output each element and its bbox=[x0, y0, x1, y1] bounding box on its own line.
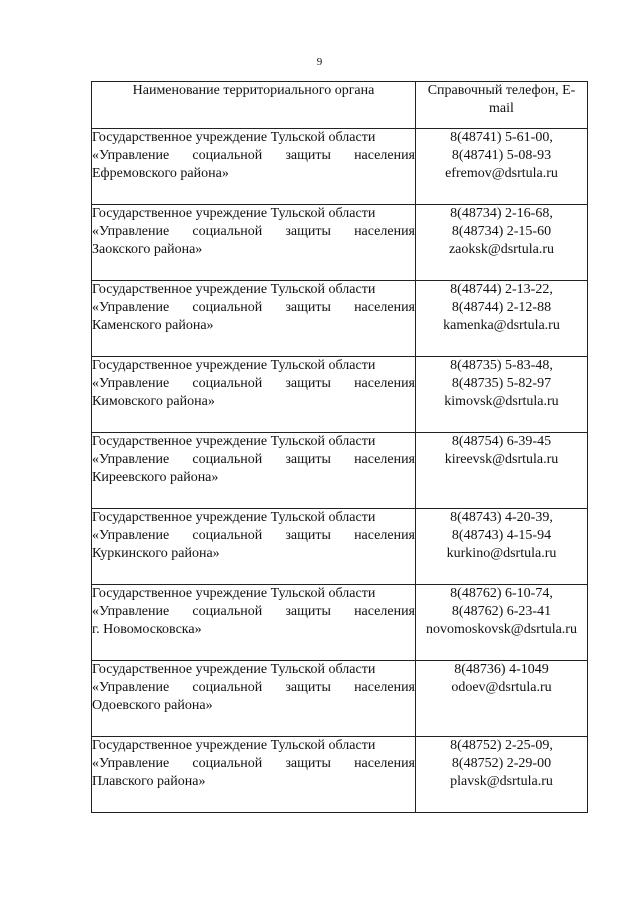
organization-name-line: «Управление социальной защиты населения bbox=[92, 148, 415, 163]
email-text: kimovsk@dsrtula.ru bbox=[444, 394, 559, 409]
phone-text: 8(48754) 6-39-45 bbox=[451, 434, 552, 449]
organization-name-line: Государственное учреждение Тульской области bbox=[92, 358, 376, 373]
organization-name-line: Одоевского района» bbox=[92, 698, 213, 713]
organization-name-cell bbox=[92, 433, 416, 509]
contact-cell bbox=[416, 129, 588, 205]
email-text: odoev@dsrtula.ru bbox=[451, 680, 552, 695]
organization-name-line: Куркинского района» bbox=[92, 546, 220, 561]
organization-name-cell bbox=[92, 585, 416, 661]
phone-text: 8(48736) 4-1049 bbox=[454, 662, 549, 677]
table-body bbox=[92, 129, 588, 813]
organization-name-cell bbox=[92, 357, 416, 433]
table-row bbox=[92, 585, 588, 661]
email-text: efremov@dsrtula.ru bbox=[445, 166, 558, 181]
table-row bbox=[92, 737, 588, 813]
phone-text: 8(48762) 6-23-41 bbox=[451, 604, 552, 619]
email-text: novomoskovsk@dsrtula.ru bbox=[426, 622, 577, 637]
header-contact: Справочный телефон, E-mail bbox=[416, 82, 588, 129]
organization-name-line: «Управление социальной защиты населения bbox=[92, 680, 415, 695]
email-text: kamenka@dsrtula.ru bbox=[443, 318, 560, 333]
phone-text: 8(48762) 6-10-74, bbox=[450, 586, 553, 601]
organization-name-line: Государственное учреждение Тульской области bbox=[92, 282, 376, 297]
organization-name-line: Киреевского района» bbox=[92, 470, 219, 485]
organization-name-line: «Управление социальной защиты населения bbox=[92, 376, 415, 391]
organization-name-line: Государственное учреждение Тульской области bbox=[92, 738, 376, 753]
phone-text: 8(48735) 5-82-97 bbox=[451, 376, 552, 391]
contact-cell bbox=[416, 357, 588, 433]
contact-cell bbox=[416, 737, 588, 813]
table-row bbox=[92, 661, 588, 737]
table-row bbox=[92, 433, 588, 509]
organization-name-line: «Управление социальной защиты населения bbox=[92, 224, 415, 239]
table-row bbox=[92, 509, 588, 585]
contact-cell bbox=[416, 433, 588, 509]
email-text: plavsk@dsrtula.ru bbox=[450, 774, 553, 789]
contact-cell bbox=[416, 509, 588, 585]
table-header-row bbox=[92, 82, 588, 129]
table-row bbox=[92, 129, 588, 205]
organization-name-line: «Управление социальной защиты населения bbox=[92, 452, 415, 467]
email-text: zaoksk@dsrtula.ru bbox=[448, 242, 555, 257]
phone-text: 8(48743) 4-20-39, bbox=[450, 510, 553, 525]
organization-name-line: Государственное учреждение Тульской области bbox=[92, 510, 376, 525]
phone-text: 8(48744) 2-12-88 bbox=[451, 300, 552, 315]
organization-name-line: Государственное учреждение Тульской области bbox=[92, 586, 376, 601]
phone-text: 8(48752) 2-29-00 bbox=[451, 756, 552, 771]
table-row bbox=[92, 357, 588, 433]
organization-name-line: «Управление социальной защиты населения bbox=[92, 604, 415, 619]
header-name: Наименование территориального органа bbox=[92, 82, 416, 129]
organization-name-line: Плавского района» bbox=[92, 774, 206, 789]
organization-name-line: «Управление социальной защиты населения bbox=[92, 300, 415, 315]
page-number: 9 bbox=[316, 56, 323, 68]
phone-text: 8(48752) 2-25-09, bbox=[450, 738, 553, 753]
organization-name-line: Государственное учреждение Тульской области bbox=[92, 662, 376, 677]
organization-name-line: Каменского района» bbox=[92, 318, 214, 333]
organization-name-cell bbox=[92, 281, 416, 357]
phone-text: 8(48744) 2-13-22, bbox=[450, 282, 553, 297]
organization-name-cell bbox=[92, 509, 416, 585]
email-text: kireevsk@dsrtula.ru bbox=[444, 452, 559, 467]
organization-name-line: «Управление социальной защиты населения bbox=[92, 756, 415, 771]
contact-cell bbox=[416, 661, 588, 737]
organization-name-cell bbox=[92, 661, 416, 737]
organization-name-line: г. Новомосковска» bbox=[92, 622, 202, 637]
phone-text: 8(48735) 5-83-48, bbox=[450, 358, 553, 373]
organization-name-cell bbox=[92, 129, 416, 205]
organization-name-line: Государственное учреждение Тульской области bbox=[92, 206, 376, 221]
table-row bbox=[92, 205, 588, 281]
organization-name-line: «Управление социальной защиты населения bbox=[92, 528, 415, 543]
phone-text: 8(48734) 2-15-60 bbox=[451, 224, 552, 239]
organization-name-line: Ефремовского района» bbox=[92, 166, 229, 181]
organization-name-line: Заокского района» bbox=[92, 242, 203, 257]
contact-cell bbox=[416, 281, 588, 357]
phone-text: 8(48743) 4-15-94 bbox=[451, 528, 552, 543]
organization-name-line: Кимовского района» bbox=[92, 394, 215, 409]
phone-text: 8(48741) 5-61-00, bbox=[450, 130, 553, 145]
contact-cell bbox=[416, 205, 588, 281]
contact-cell bbox=[416, 585, 588, 661]
territorial-bodies-table bbox=[91, 81, 588, 813]
organization-name-cell bbox=[92, 205, 416, 281]
phone-text: 8(48741) 5-08-93 bbox=[451, 148, 552, 163]
email-text: kurkino@dsrtula.ru bbox=[446, 546, 557, 561]
phone-text: 8(48734) 2-16-68, bbox=[450, 206, 553, 221]
organization-name-cell bbox=[92, 737, 416, 813]
organization-name-line: Государственное учреждение Тульской области bbox=[92, 434, 376, 449]
organization-name-line: Государственное учреждение Тульской области bbox=[92, 130, 376, 145]
table-row bbox=[92, 281, 588, 357]
